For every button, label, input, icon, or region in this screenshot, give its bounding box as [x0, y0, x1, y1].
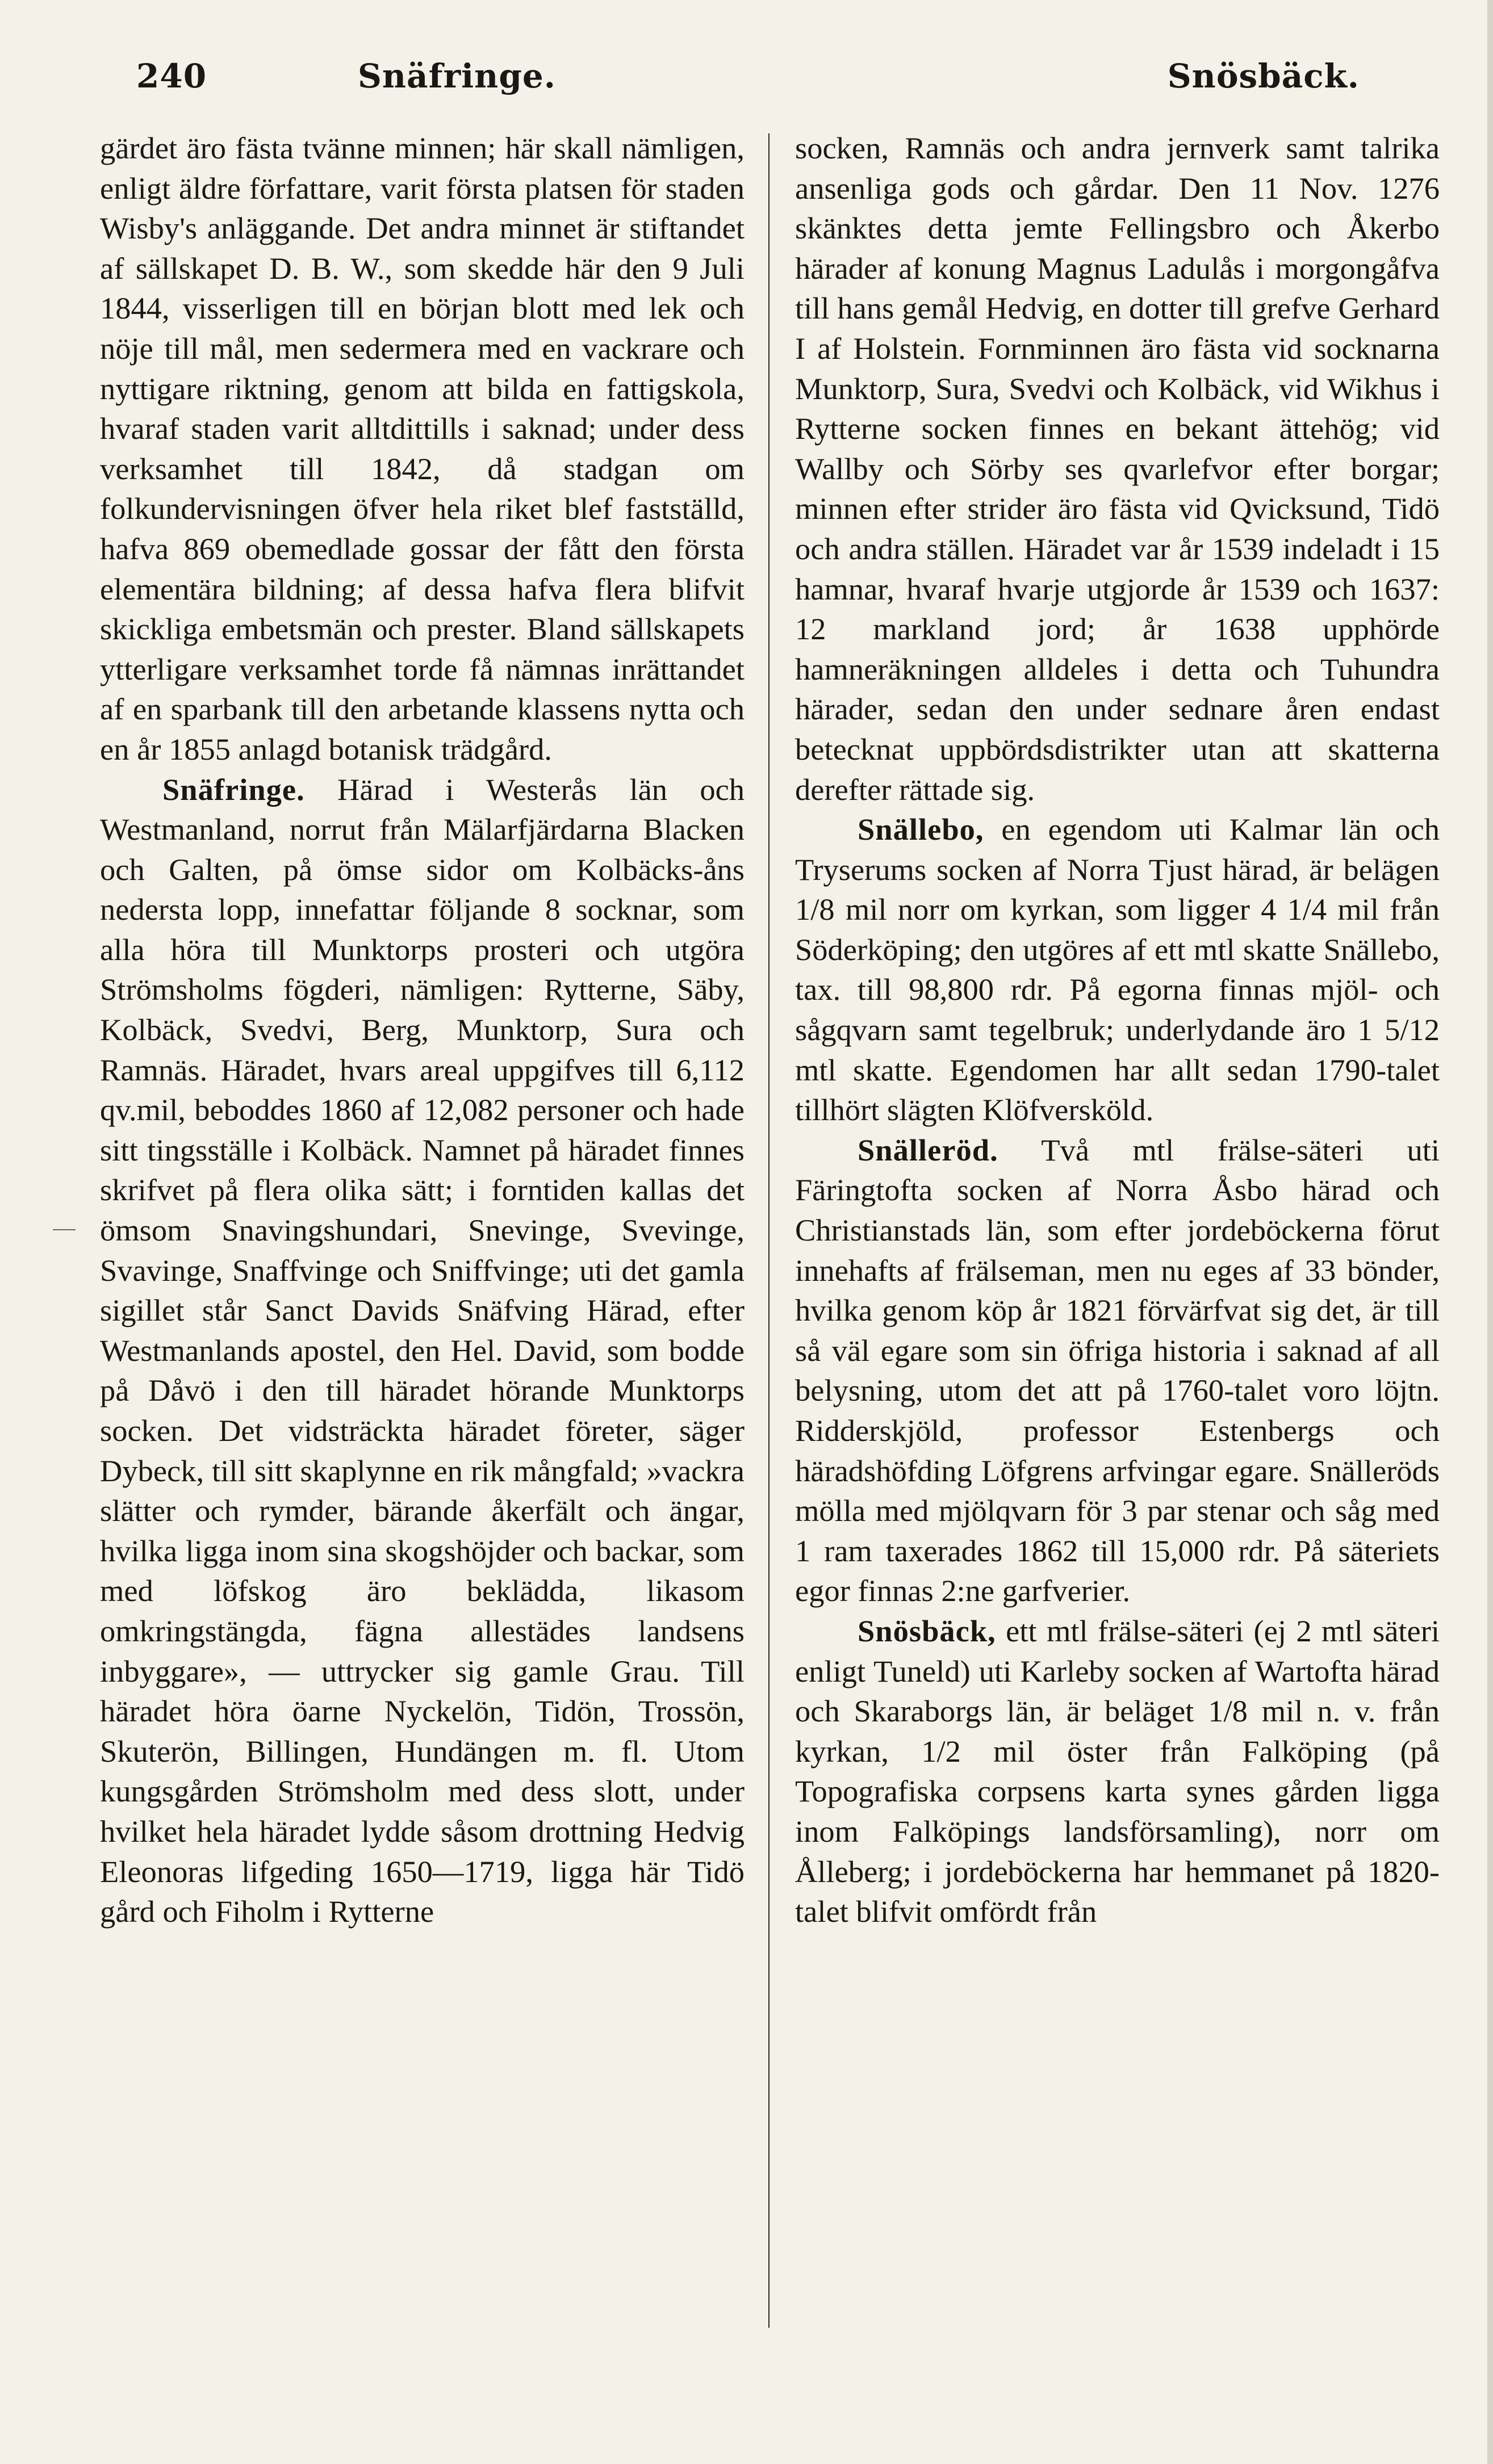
page-number: 240: [136, 57, 207, 95]
right-running-head: Snösbäck.: [1167, 57, 1360, 95]
continued-paragraph: [795, 128, 1440, 810]
margin-mark: [53, 1229, 76, 1230]
entry-snallerod: [795, 1130, 1440, 1611]
entry-headword: Snösbäck,: [858, 1613, 996, 1648]
left-column: [100, 128, 745, 1932]
running-header: [0, 51, 1493, 114]
paragraph-text: gärdet äro fästa tvänne minnen; här skall nämligen, enligt äldre författare, varit första platsen för staden Wisby's anläggande. Det andra minnet är stiftandet af sällskapet D. B. W., som skedde här den 9 Juli 1844, visserligen till en början blott med lek och nöje till mål, men sedermera med en vackrare och nyttigare riktning, genom att bilda en fattigskola, hvaraf staden varit alltdittills i saknad; under dess verksamhet till 1842, då stadgan om folkundervisningen öfver hela riket blef fastställd, hafva 869 obemedlade gossar der fått den första elementära bildning; af dessa hafva flera blifvit skickliga embetsmän och prester. Bland sällskapets ytterligare verksamhet torde få nämnas inrättandet af en sparbank till den arbetande klassens nytta och en år 1855 anlagd botanisk trädgård.: [100, 131, 745, 766]
right-column: [795, 128, 1440, 1932]
entry-snosback: [795, 1611, 1440, 1932]
continued-paragraph: [100, 128, 745, 770]
entry-text: en egendom uti Kalmar län och Tryserums socken af Norra Tjust härad, är belägen 1/8 mil norr om kyrkan, som ligger 4 1/4 mil från Söderköping; den utgöres af ett mtl skatte Snällebo, tax. till 98,800 rdr. På egorna finnas mjöl- och sågqvarn samt tegelbruk; underlydande äro 1 5/12 mtl skatte. Egendomen har allt sedan 1790-talet tillhört slägten Klöfversköld.: [795, 812, 1440, 1128]
left-running-head: Snäfringe.: [358, 57, 556, 95]
entry-headword: Snällebo,: [858, 812, 984, 847]
entry-snafringe: [100, 770, 745, 1932]
entry-text: Två mtl frälse-säteri uti Färingtofta socken af Norra Åsbo härad och Christianstads län, som efter jordeböckerna förut innehafts af frälseman, men nu eges af 33 bönder, hvilka genom köp år 1821 förvärfvat sig det, är till så väl egare som sin öfriga historia i saknad af all belysning, utom det att på 1760-talet voro löjtn. Ridderskjöld, professor Estenbergs och häradshöfding Löfgrens arfvingar egare. Snälleröds mölla med mjölqvarn för 3 par stenar och såg med 1 ram taxerades 1862 till 15,000 rdr. På säteriets egor finnas 2:ne garfverier.: [795, 1132, 1440, 1608]
entry-snallebo: [795, 810, 1440, 1130]
entry-text: Härad i Westerås län och Westmanland, norrut från Mälarfjärdarna Blacken och Galten, på ömse sidor om Kolbäcks-åns nedersta lopp, innefattar följande 8 socknar, som alla höra till Munktorps prosteri och utgöra Strömsholms fögderi, nämligen: Rytterne, Säby, Kolbäck, Svedvi, Berg, Munktorp, Sura och Ramnäs. Häradet, hvars areal uppgifves till 6,112 qv.mil, beboddes 1860 af 12,082 personer och hade sitt tingsställe i Kolbäck. Namnet på häradet finnes skrifvet på flera olika sätt; i forntiden kallas det ömsom Snavingshundari, Snevinge, Svevinge, Svavinge, Snaffvinge och Sniffvinge; uti det gamla sigillet står Sanct Davids Snäfving Härad, efter Westmanlands apostel, den Hel. David, som bodde på Dåvö i den till häradet hörande Munktorps socken. Det vidsträckta häradet företer, säger Dybeck, till sitt skaplynne en rik mångfald; »vackra slätter och rymder, bärande åkerfält och ängar, hvilka ligga inom sina skogshöjder och backar, som med löfskog äro beklädda, likasom omkringstängda, fägna allestädes landsens inbyggare», — uttrycker sig gamle Grau. Till häradet höra öarne Nyckelön, Tidön, Trossön, Skuterön, Billingen, Hundängen m. fl. Utom kungsgården Strömsholm med dess slott, under hvilket hela häradet lydde såsom drottning Hedvig Eleonoras lifgeding 1650—1719, ligga här Tidö gård och Fiholm i Rytterne: [100, 772, 745, 1929]
page-edge: [1487, 0, 1493, 2464]
column-divider: [768, 133, 769, 2328]
entry-headword: Snälleröd.: [858, 1132, 998, 1167]
entry-headword: Snäfringe.: [162, 772, 305, 807]
paragraph-text: socken, Ramnäs och andra jernverk samt talrika ansenliga gods och gårdar. Den 11 Nov. 1276 skänktes detta jemte Fellingsbro och Åkerbo härader af konung Magnus Ladulås i morgongåfva till hans gemål Hedvig, en dotter till grefve Gerhard I af Holstein. Fornminnen äro fästa vid socknarna Munktorp, Sura, Svedvi och Kolbäck, vid Wikhus i Rytterne socken finnes en bekant ättehög; vid Wallby och Sörby ses qvarlefvor efter borgar; minnen efter strider äro fästa vid Qvicksund, Tidö och andra ställen. Häradet var år 1539 indeladt i 15 hamnar, hvaraf hvarje utgjorde år 1539 och 1637: 12 markland jord; år 1638 upphörde hamneräkningen alldeles i detta och Tuhundra härader, sedan den under sednare åren endast betecknat uppbördsdistrikter utan att skatterna derefter rättade sig.: [795, 131, 1440, 807]
entry-text: ett mtl frälse-säteri (ej 2 mtl säteri enligt Tuneld) uti Karleby socken af Wartofta härad och Skaraborgs län, är beläget 1/8 mil n. v. från kyrkan, 1/2 mil öster från Falköping (på Topografiska corpsens karta synes gården ligga inom Falköpings landsförsamling), norr om Ålleberg; i jordeböckerna har hemmanet på 1820-talet blifvit omfördt från: [795, 1613, 1440, 1929]
